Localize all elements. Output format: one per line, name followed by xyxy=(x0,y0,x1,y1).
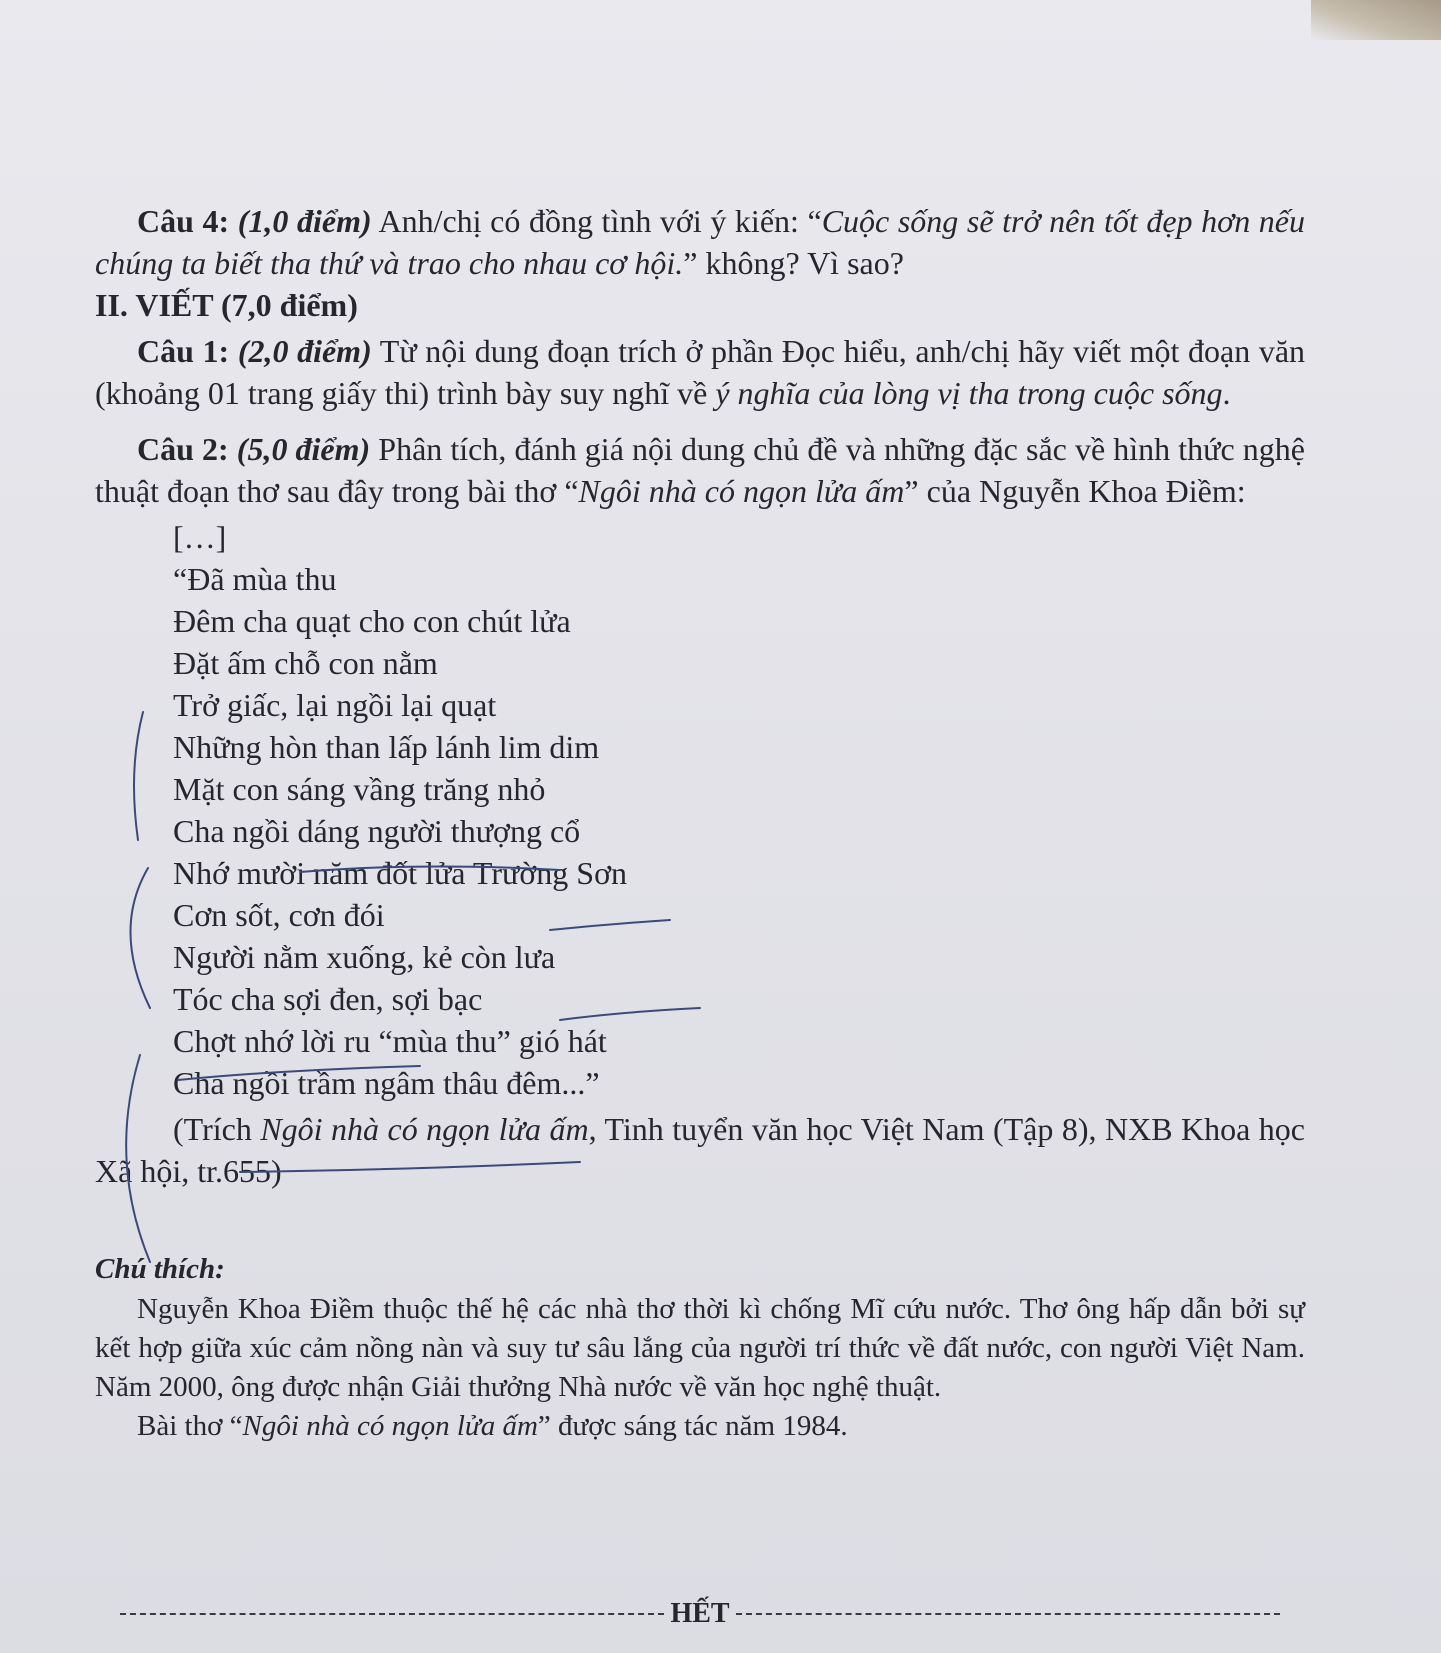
question-2-label: Câu 2: xyxy=(137,431,229,467)
citation-prefix: (Trích xyxy=(173,1111,261,1147)
question-1-label: Câu 1: xyxy=(137,333,230,369)
citation-rest: , Tinh tuyển văn học Việt Nam (Tập 8), NXB Khoa học Xã hội, tr.655) xyxy=(95,1111,1306,1189)
question-1-text-end: . xyxy=(1222,375,1231,411)
poem-line: Cha ngồi dáng người thượng cổ xyxy=(173,813,581,849)
poem-line: Mặt con sáng vầng trăng nhỏ xyxy=(173,771,546,807)
note-paragraph-2 xyxy=(95,1407,1305,1446)
note-para2-end: ” được sáng tác năm 1984. xyxy=(537,1410,848,1442)
question-2-poem-title: Ngôi nhà có ngọn lửa ấm xyxy=(578,473,905,509)
note-para2-title: Ngôi nhà có ngọn lửa ấm xyxy=(242,1410,538,1442)
poem-line: “Đã mùa thu xyxy=(173,561,337,597)
note-title: Chú thích: xyxy=(95,1253,225,1285)
poem-line: Trở giấc, lại ngồi lại quạt xyxy=(173,687,497,723)
note-para2-start: Bài thơ “ xyxy=(137,1410,243,1442)
question-2-text-end: ” của Nguyễn Khoa Điềm: xyxy=(904,473,1246,509)
question-1-emphasis: ý nghĩa của lòng vị tha trong cuộc sống xyxy=(715,375,1223,411)
poem-line: Cơn sốt, cơn đói xyxy=(173,897,385,933)
question-1 xyxy=(95,330,1305,414)
poem-excerpt xyxy=(173,516,1305,1104)
end-marker xyxy=(120,1598,1280,1630)
end-dash-right xyxy=(736,1613,1280,1615)
question-1-text-start: Từ nội dung đoạn trích ở phần Đọc hiểu, anh/chị hãy viết một đoạn văn (khoảng 01 trang giấy thi) trình bày suy nghĩ về xyxy=(95,333,1306,411)
question-4 xyxy=(95,200,1305,284)
question-2-text-start: Phân tích, đánh giá nội dung chủ đề và những đặc sắc về hình thức nghệ thuật đoạn thơ sau đây trong bài thơ “ xyxy=(95,431,1306,509)
poem-line: Người nằm xuống, kẻ còn lưa xyxy=(173,939,556,975)
question-4-points: (1,0 điểm) xyxy=(237,203,372,239)
poem-line: Chợt nhớ lời ru “mùa thu” gió hát xyxy=(173,1023,607,1059)
exam-content xyxy=(95,200,1305,1446)
citation-work: Ngôi nhà có ngọn lửa ấm xyxy=(260,1111,589,1147)
question-4-quote: Cuộc sống sẽ trở nên tốt đẹp hơn nếu chúng ta biết tha thứ và trao cho nhau cơ hội. xyxy=(95,203,1305,281)
question-4-text-start: Anh/chị có đồng tình với ý kiến: “ xyxy=(371,203,822,239)
question-2 xyxy=(95,428,1305,512)
section-2-heading: II. VIẾT (7,0 điểm) xyxy=(95,287,358,323)
poem-ellipsis: […] xyxy=(173,519,227,555)
note-paragraph-1: Nguyễn Khoa Điềm thuộc thế hệ các nhà thơ thời kì chống Mĩ cứu nước. Thơ ông hấp dẫn bởi sự kết hợp giữa xúc cảm nồng nàn và suy tư sâu lắng của người trí thức về đất nước, con người Việt Nam. Năm 2000, ông được nhận Giải thưởng Nhà nước về văn học nghệ thuật. xyxy=(95,1293,1305,1403)
poem-line: Tóc cha sợi đen, sợi bạc xyxy=(173,981,483,1017)
question-2-points: (5,0 điểm) xyxy=(236,431,371,467)
poem-line: Đêm cha quạt cho con chút lửa xyxy=(173,603,571,639)
end-label: HẾT xyxy=(670,1598,730,1629)
poem-line: Nhớ mười năm đốt lửa Trường Sơn xyxy=(173,855,627,891)
question-1-points: (2,0 điểm) xyxy=(237,333,372,369)
poem-line: Cha ngồi trầm ngâm thâu đêm...” xyxy=(173,1065,600,1101)
poem-citation xyxy=(95,1108,1305,1192)
question-4-text-end: ” không? Vì sao? xyxy=(683,245,904,281)
end-dash-left xyxy=(120,1613,664,1615)
poem-line: Những hòn than lấp lánh lim dim xyxy=(173,729,600,765)
question-4-label: Câu 4: xyxy=(137,203,230,239)
background-corner xyxy=(1311,0,1441,40)
poem-line: Đặt ấm chỗ con nằm xyxy=(173,645,438,681)
